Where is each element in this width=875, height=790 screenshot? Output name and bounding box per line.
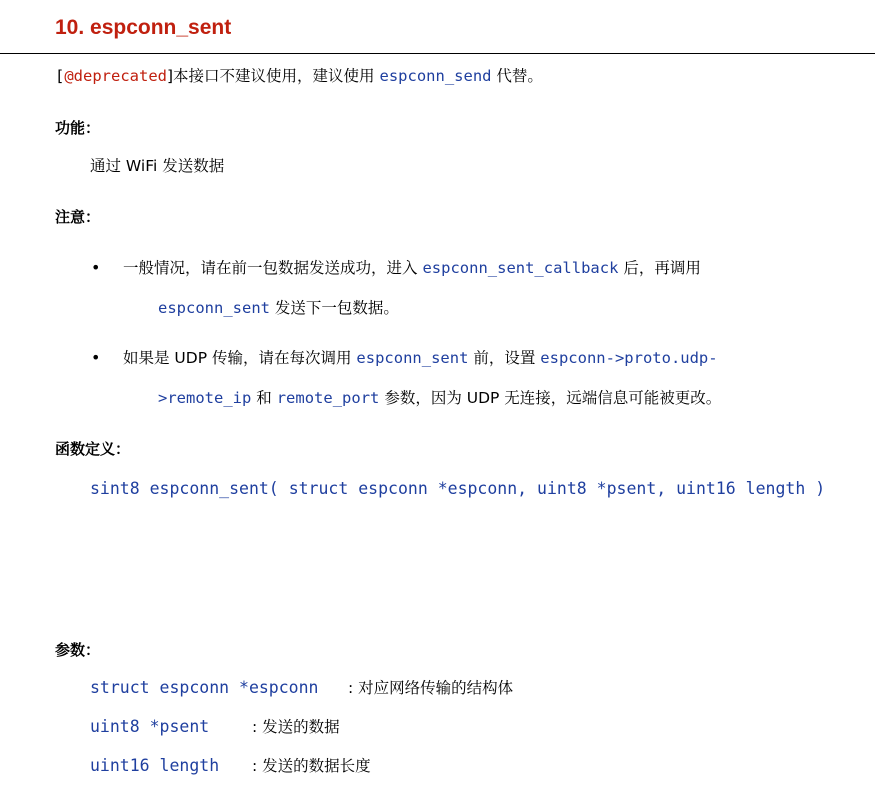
note-2-line-2 — [158, 388, 721, 408]
definition-label: 函数定义： — [55, 440, 131, 458]
signature-line: uint8 *psent, — [537, 479, 667, 498]
bullet-marker: • — [91, 348, 101, 367]
deprecated-suffix: 代替。 — [496, 67, 543, 85]
title-divider — [0, 53, 875, 54]
note-2-text-d: 参数，因为 UDP 无连接，远端信息可能被更改。 — [384, 389, 722, 407]
note-1-text-b: 后，再调用 — [623, 259, 701, 277]
note-2-field-remote-port: remote_port — [276, 389, 380, 407]
deprecated-notice — [55, 66, 543, 86]
param-name: uint8 *psent — [90, 717, 210, 736]
param-name: struct espconn *espconn — [90, 678, 319, 697]
param-description: : 发送的数据长度 — [252, 757, 371, 775]
note-2-text-c: 和 — [256, 389, 272, 407]
replacement-function: espconn_send — [379, 67, 492, 85]
deprecated-open: [ — [55, 67, 65, 85]
function-description: 通过 WiFi 发送数据 — [90, 157, 225, 175]
signature-line: struct espconn *espconn, — [288, 479, 528, 498]
params-label: 参数： — [55, 641, 101, 659]
note-1-line-1 — [123, 258, 701, 278]
function-label: 功能： — [55, 119, 101, 137]
note-2-function: espconn_sent — [356, 349, 469, 367]
param-description: : 对应网络传输的结构体 — [348, 679, 514, 697]
section-title: 10. espconn_sent — [55, 16, 232, 39]
function-signature — [90, 474, 825, 504]
notes-label: 注意： — [55, 208, 101, 226]
note-2-field-remote-ip-cont: >remote_ip — [158, 389, 252, 407]
signature-line: ) — [815, 479, 826, 498]
param-name: uint16 length — [90, 756, 220, 775]
deprecated-text: ]本接口不建议使用，建议使用 — [167, 67, 375, 85]
note-1-line-2 — [158, 298, 399, 318]
deprecated-tag: @deprecated — [64, 67, 167, 85]
note-2-text-a: 如果是 UDP 传输，请在每次调用 — [123, 349, 352, 367]
bullet-marker: • — [91, 258, 101, 277]
note-2-line-1 — [123, 348, 718, 368]
note-2-text-b: 前，设置 — [473, 349, 536, 367]
note-1-function: espconn_sent — [158, 299, 270, 317]
note-1-text-c: 发送下一包数据。 — [274, 299, 399, 317]
param-description: : 发送的数据 — [252, 718, 340, 736]
note-1-text-a: 一般情况，请在前一包数据发送成功，进入 — [123, 259, 418, 277]
note-2-field-remote-ip: espconn->proto.udp- — [540, 349, 718, 367]
signature-line: sint8 espconn_sent( — [90, 479, 279, 498]
signature-line: uint16 length — [676, 479, 806, 498]
note-1-callback: espconn_sent_callback — [422, 259, 619, 277]
